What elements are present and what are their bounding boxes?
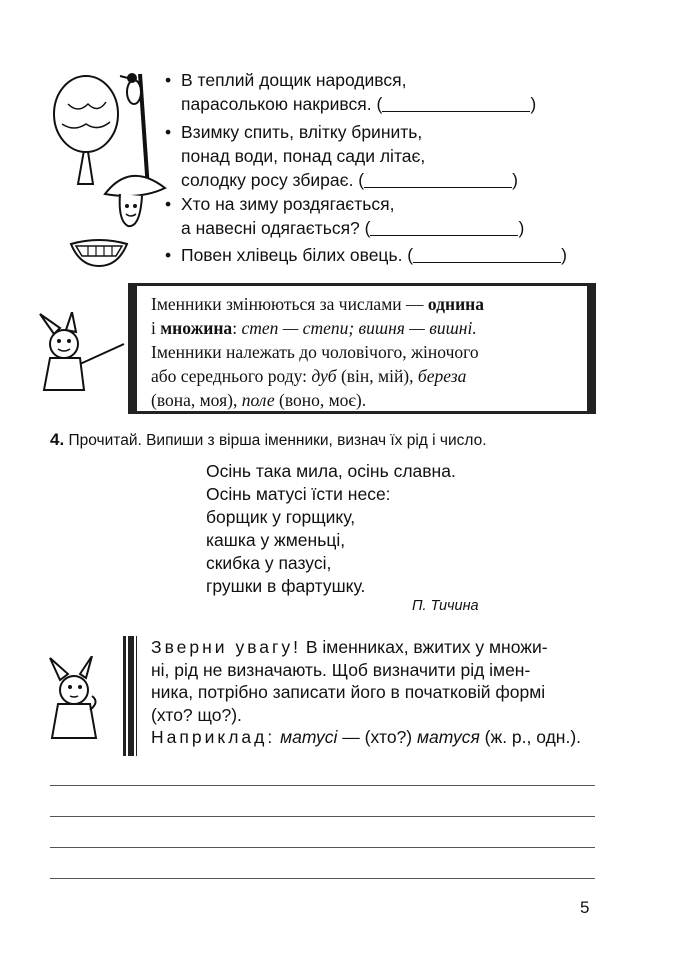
page-number: 5 — [580, 898, 590, 917]
riddle-4: • Повен хлівець білих овець. ( ) — [165, 245, 567, 265]
rule-box — [128, 283, 596, 414]
bullet-icon: • — [165, 122, 172, 142]
attention-line-2: ні, рід не визначають. Щоб визначити рід імен- — [151, 659, 531, 680]
poem-line: Осінь така мила, осінь славна. — [206, 461, 456, 481]
poem-line: борщик у горщику, — [206, 507, 356, 527]
writing-line[interactable] — [50, 816, 595, 817]
writing-line[interactable] — [50, 878, 595, 879]
bullet-icon: • — [165, 70, 172, 90]
lips-icon — [68, 236, 130, 268]
poem-line: грушки в фартушку. — [206, 576, 366, 596]
attention-line-4: (хто? що?). — [151, 704, 242, 725]
writing-line[interactable] — [50, 847, 595, 848]
bullet-icon: • — [165, 245, 172, 265]
attention-example: Наприклад: матусі — (хто?) матуся (ж. р., одн.). — [151, 727, 582, 747]
writing-line[interactable] — [50, 785, 595, 786]
riddle-3: • Хто на зиму роздягається, а навесні одягається? ( ) — [165, 194, 525, 238]
answer-blank[interactable] — [370, 219, 518, 236]
attention-box — [128, 636, 598, 756]
riddle-1: • В теплий дощик народився, парасолькою накрився. ( ) — [165, 70, 537, 114]
poem-line: Осінь матусі їсти несе: — [206, 484, 391, 504]
poem-author: П. Тичина — [412, 598, 479, 614]
riddle-2: • Взимку спить, влітку бринить, понад води, понад сади літає, солодку росу збирає. ( ) — [165, 122, 518, 190]
rule-line-1: Іменники змінюються за числами — однина — [151, 294, 484, 314]
rule-line-5: (вона, моя), поле (воно, моє). — [151, 390, 367, 410]
rule-line-3: Іменники належать до чоловічого, жіночого — [151, 342, 479, 362]
rule-line-4: або середнього роду: дуб (він, мій), береза — [151, 366, 467, 386]
bullet-icon: • — [165, 194, 172, 214]
attention-line-3: ника, потрібно записати його в початковій формі — [151, 682, 546, 702]
mushroom-icon — [100, 166, 170, 234]
attention-line-1: Зверни увагу! В іменниках, вжитих у множи- — [151, 637, 548, 657]
rabbit-thinking-icon — [46, 656, 112, 740]
rabbit-teacher-icon — [36, 312, 128, 392]
answer-blank[interactable] — [382, 95, 530, 112]
task-heading: 4. Прочитай. Випиши з вірша іменники, визнач їх рід і число. — [50, 430, 487, 449]
poem-line: скибка у пазусі, — [206, 553, 332, 573]
rule-line-2: і множина: степ — степи; вишня — вишні. — [151, 318, 477, 338]
poem-line: кашка у жменьці, — [206, 530, 346, 550]
answer-blank[interactable] — [413, 246, 561, 263]
answer-blank[interactable] — [364, 171, 512, 188]
task-number: 4. — [50, 430, 65, 449]
